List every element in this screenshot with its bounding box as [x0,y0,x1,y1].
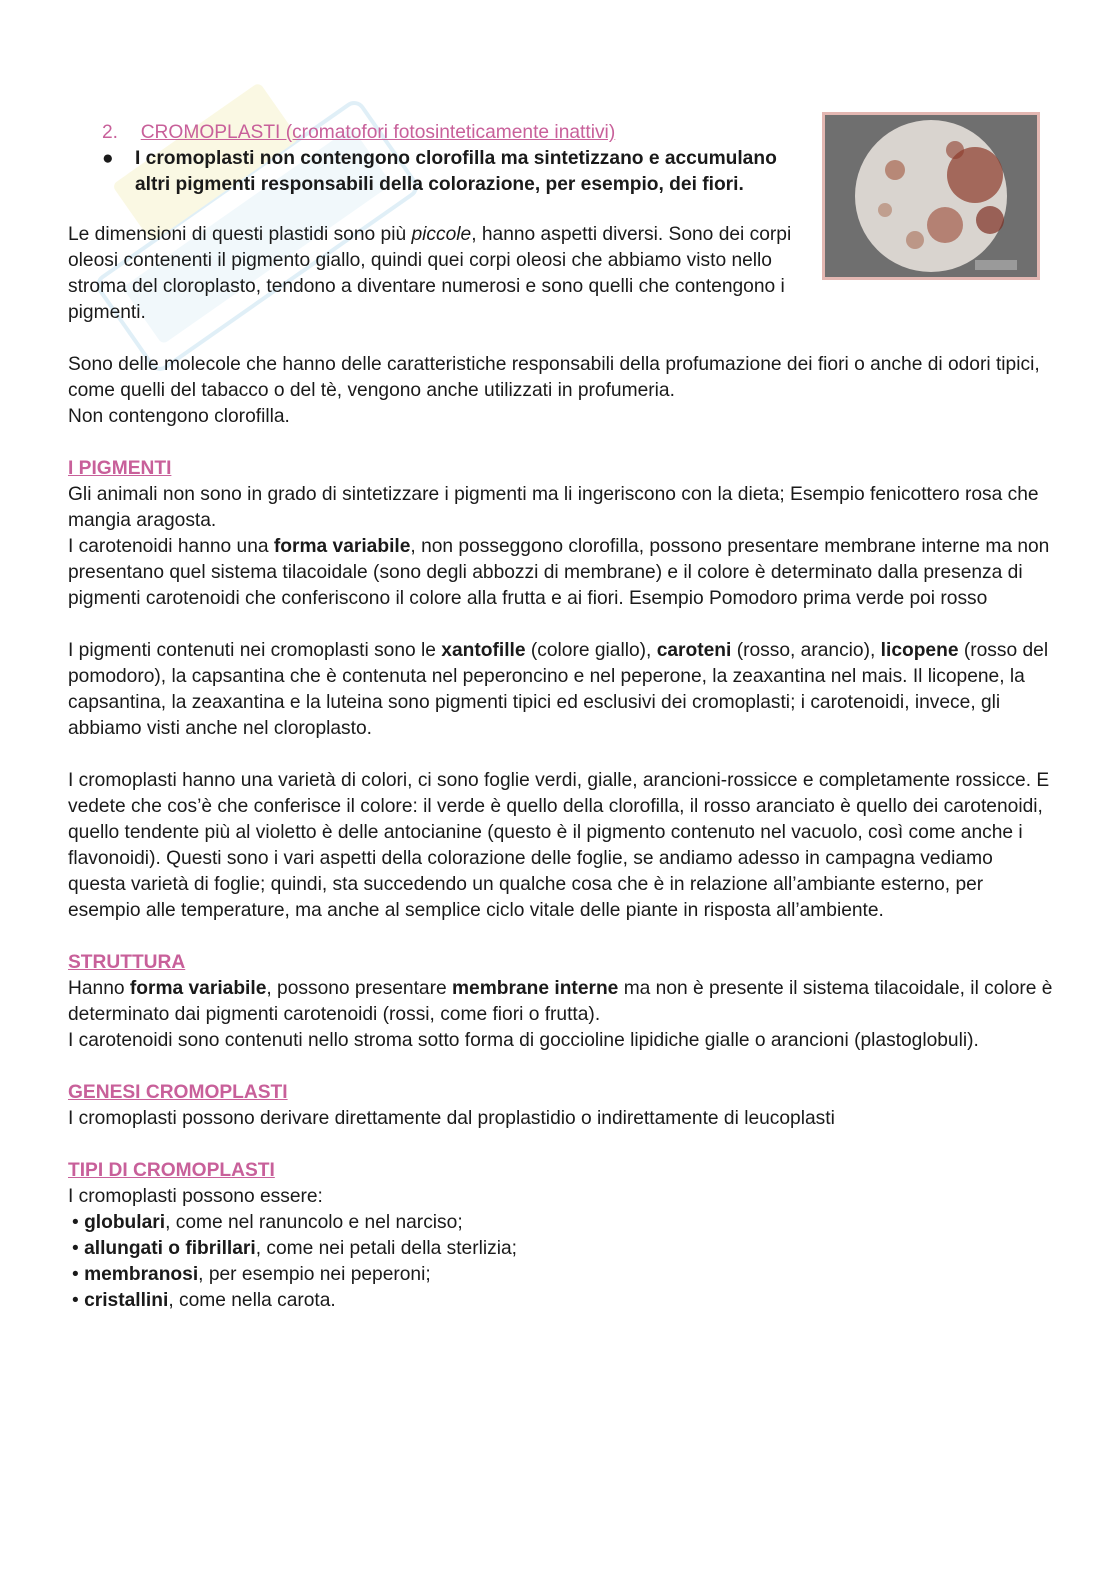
pigmenti-paragraph-2: I carotenoidi hanno una forma variabile, non posseggono clorofilla, possono presentare membrane interne ma non presentano quel sistema tilacoidale (sono degli abbozzi di membrane) e il colore è determinato dalla presenza di pigmenti carotenoidi che conferiscono il colore alla frutta e ai fiori. Esempio Pomodoro prima verde poi rosso [68,536,1050,609]
list-item: • cristallini, come nella carota. [72,1290,336,1311]
heading-tipi: TIPI DI CROMOPLASTI [68,1160,275,1181]
heading-pigmenti: I PIGMENTI [68,458,172,479]
section-title-link[interactable]: CROMOPLASTI (cromatofori fotosinteticamente inattivi) [140,122,616,143]
list-item: • globulari, come nel ranuncolo e nel narciso; [72,1212,463,1233]
section-number: 2. [102,122,119,143]
pigmenti-paragraph-4: I cromoplasti hanno una varietà di colori, ci sono foglie verdi, gialle, arancioni-rossicce e completamente rossicce. E vedete che cos’è che conferisce il colore: il verde è quello della clorofilla, il rosso aranciato è quello dei carotenoidi, quello tendente più al violetto è delle antocianine (questo è il pigmento contenuto nel vacuolo, così come anche i flavonoidi). Questi sono i vari aspetti della colorazione delle foglie, se andiamo adesso in campagna vediamo questa varietà di foglie; quindi, sta succedendo un qualche cosa che è in relazione all’ambiante esterno, per esempio alle temperature, ma anche al semplice ciclo vitale delle piante in risposta all’ambiente. [68,770,1050,921]
document-body [68,118,1053,1314]
bullet-text: I cromoplasti non contengono clorofilla ma sintetizzano e accumulano altri pigmenti responsabili della colorazione, per esempio, dei fiori. [135,148,777,195]
pigmenti-paragraph-1: Gli animali non sono in grado di sintetizzare i pigmenti ma li ingeriscono con la dieta; Esempio fenicottero rosa che mangia aragosta. [68,484,1039,531]
heading-genesi: GENESI CROMOPLASTI [68,1082,288,1103]
genesi-paragraph: I cromoplasti possono derivare direttamente dal proplastidio o indirettamente di leucoplasti [68,1108,835,1129]
tipi-intro: I cromoplasti possono essere: [68,1186,323,1207]
list-item: • membranosi, per esempio nei peperoni; [72,1264,431,1285]
intro-paragraph-2: Sono delle molecole che hanno delle caratteristiche responsabili della profumazione dei fiori o anche di odori tipici, come quelli del tabacco o del tè, vengono anche utilizzati in profumeria. Non contengono clorofilla. [68,354,1040,427]
bullet-symbol: ● [102,148,114,169]
list-item: • allungati o fibrillari, come nei petali della sterlizia; [72,1238,517,1259]
struttura-paragraph-2: I carotenoidi sono contenuti nello stroma sotto forma di goccioline lipidiche gialle o arancioni (plastoglobuli). [68,1030,979,1051]
struttura-paragraph-1: Hanno forma variabile, possono presentare membrane interne ma non è presente il sistema tilacoidale, il colore è determinato dai pigmenti carotenoidi (rossi, come fiori o frutta). [68,978,1053,1025]
heading-struttura: STRUTTURA [68,952,186,973]
pigmenti-paragraph-3: I pigmenti contenuti nei cromoplasti sono le xantofille (colore giallo), caroteni (rosso, arancio), licopene (rosso del pomodoro), la capsantina che è contenuta nel peperoncino e nel peperone, la zeaxantina nel mais. Il licopene, la capsantina, la zeaxantina e la luteina sono pigmenti tipici ed esclusivi dei cromoplasti; i carotenoidi, invece, gli abbiamo visti anche nel cloroplasto. [68,640,1049,739]
intro-paragraph-1: Le dimensioni di questi plastidi sono più piccole, hanno aspetti diversi. Sono dei corpi oleosi contenenti il pigmento giallo, quindi quei corpi oleosi che abbiamo visto nello stroma del cloroplasto, tendono a diventare numerosi e sono quelli che contengono i pigmenti. [68,224,792,323]
